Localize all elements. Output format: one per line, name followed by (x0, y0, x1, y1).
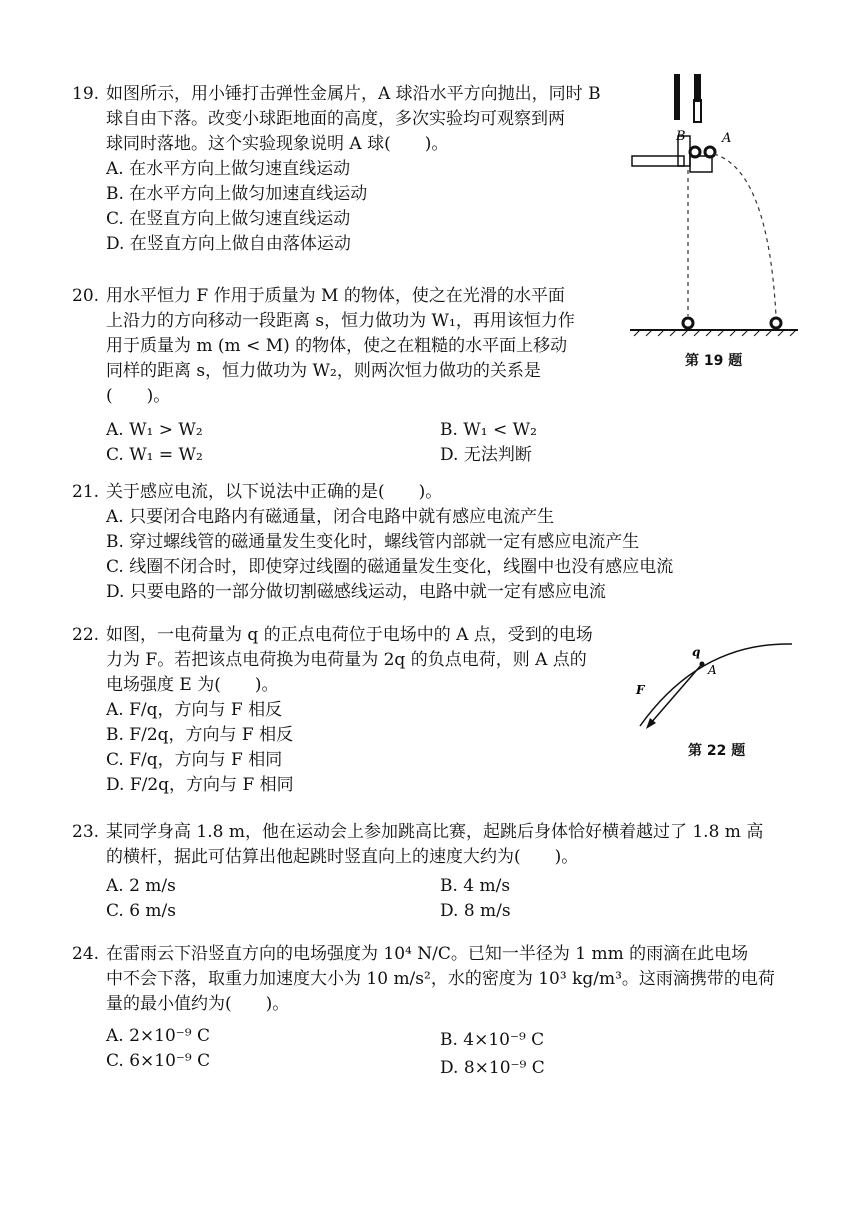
option-b: B. 穿过螺线管的磁通量发生变化时，螺线管内部就一定有感应电流产生 (106, 532, 640, 552)
question-stem (106, 942, 775, 1017)
option-a: A. W₁ > W₂ (106, 420, 203, 440)
stem-line: 如图，一电荷量为 q 的正点电荷位于电场中的 A 点，受到的电场 (106, 625, 593, 645)
stem-line: 量的最小值约为( )。 (106, 994, 290, 1014)
option-b: B. 4 m/s (440, 876, 511, 896)
option-c: C. 6×10⁻⁹ C (106, 1051, 211, 1071)
figure-19-caption: 第 19 题 (685, 353, 743, 369)
question-number: 24. (72, 944, 100, 964)
option-a: A. 2×10⁻⁹ C (106, 1026, 210, 1046)
field-line (640, 644, 792, 726)
question-stem (106, 284, 575, 409)
stem-line: 电场强度 E 为( )。 (106, 675, 279, 695)
stem-line: 的横杆，据此可估算出他起跳时竖直向上的速度大约为( )。 (106, 847, 579, 867)
bottom-block (690, 156, 712, 172)
question-number: 19. (72, 84, 100, 104)
question-23-options (106, 874, 666, 924)
label-a: A (722, 131, 732, 146)
option-c: C. 6 m/s (106, 901, 177, 921)
stem-line: 同样的距离 s，恒力做功为 W₂，则两次恒力做功的关系是 (106, 361, 541, 381)
label-f: F (636, 683, 645, 697)
option-a: A. F/q，方向与 F 相反 (106, 700, 283, 720)
option-a: A. 在水平方向上做匀速直线运动 (106, 159, 351, 179)
stem-line: 上沿力的方向移动一段距离 s，恒力做功为 W₁，再用该恒力作 (106, 311, 575, 331)
question-24-options (106, 1024, 666, 1078)
force-arrow (650, 664, 702, 724)
label-a: A (708, 663, 717, 677)
option-d: D. 只要电路的一部分做切割磁感线运动，电路中就一定有感应电流 (106, 582, 606, 602)
base-plate (632, 156, 684, 166)
option-c: C. F/q，方向与 F 相同 (106, 750, 283, 770)
stem-line: 用水平恒力 F 作用于质量为 M 的物体，使之在光滑的水平面 (106, 286, 565, 306)
parabolic-path (714, 154, 776, 316)
figure-19 (628, 70, 808, 350)
label-b: B (676, 129, 686, 144)
hammer-head-lower (694, 100, 701, 122)
question-number: 21. (72, 482, 100, 502)
option-c: C. 在竖直方向上做匀速直线运动 (106, 209, 351, 229)
question-number: 22. (72, 625, 100, 645)
question-number: 23. (72, 822, 100, 842)
hammer-handle (674, 74, 680, 120)
option-c: C. 线圈不闭合时，即使穿过线圈的磁通量发生变化，线圈中也没有感应电流 (106, 557, 674, 577)
figure-22-caption: 第 22 题 (688, 743, 746, 759)
stem-line: 球自由下落。改变小球距地面的高度，多次实验均可观察到两 (106, 109, 565, 129)
ball-a (705, 147, 715, 157)
option-d: D. 8×10⁻⁹ C (440, 1058, 545, 1078)
landed-ball-a (771, 318, 781, 328)
figure-22 (620, 630, 810, 740)
option-a: A. 只要闭合电路内有磁通量，闭合电路中就有感应电流产生 (106, 507, 555, 527)
option-d: D. F/2q，方向与 F 相同 (106, 775, 294, 795)
option-b: B. 在水平方向上做匀加速直线运动 (106, 184, 368, 204)
question-stem (106, 82, 601, 257)
option-d: D. 8 m/s (440, 901, 511, 921)
question-stem (106, 623, 593, 798)
question-number: 20. (72, 286, 100, 306)
hammer-head (694, 74, 701, 102)
option-c: C. W₁ = W₂ (106, 445, 203, 465)
stem-line: 球同时落地。这个实验现象说明 A 球( )。 (106, 134, 449, 154)
option-a: A. 2 m/s (106, 876, 176, 896)
ball-b (690, 147, 700, 157)
stem-line: 用于质量为 m (m < M) 的物体，使之在粗糙的水平面上移动 (106, 336, 568, 356)
stem-line: 中不会下落，取重力加速度大小为 10 m/s²，水的密度为 10³ kg/m³。这雨滴携带的电荷 (106, 969, 775, 989)
stem-line: 力为 F。若把该点电荷换为电荷量为 2q 的负点电荷，则 A 点的 (106, 650, 587, 670)
stem-line: 在雷雨云下沿竖直方向的电场强度为 10⁴ N/C。已知一半径为 1 mm 的雨滴在此电场 (106, 944, 749, 964)
option-b: B. W₁ < W₂ (440, 420, 537, 440)
question-20-options (106, 418, 666, 468)
option-d: D. 无法判断 (440, 445, 532, 465)
question-stem (106, 480, 673, 605)
question-stem (106, 820, 763, 870)
stem-line: 关于感应电流，以下说法中正确的是( )。 (106, 482, 443, 502)
label-q: q (692, 645, 701, 659)
stem-line: ( )。 (106, 386, 171, 406)
stem-line: 某同学身高 1.8 m，他在运动会上参加跳高比赛，起跳后身体恰好横着越过了 1.8 m 高 (106, 822, 764, 842)
option-b: B. 4×10⁻⁹ C (440, 1030, 545, 1050)
option-d: D. 在竖直方向上做自由落体运动 (106, 234, 351, 254)
stem-line: 如图所示，用小锤打击弹性金属片，A 球沿水平方向抛出，同时 B (106, 84, 601, 104)
landed-ball-b (683, 318, 693, 328)
option-b: B. F/2q，方向与 F 相反 (106, 725, 294, 745)
